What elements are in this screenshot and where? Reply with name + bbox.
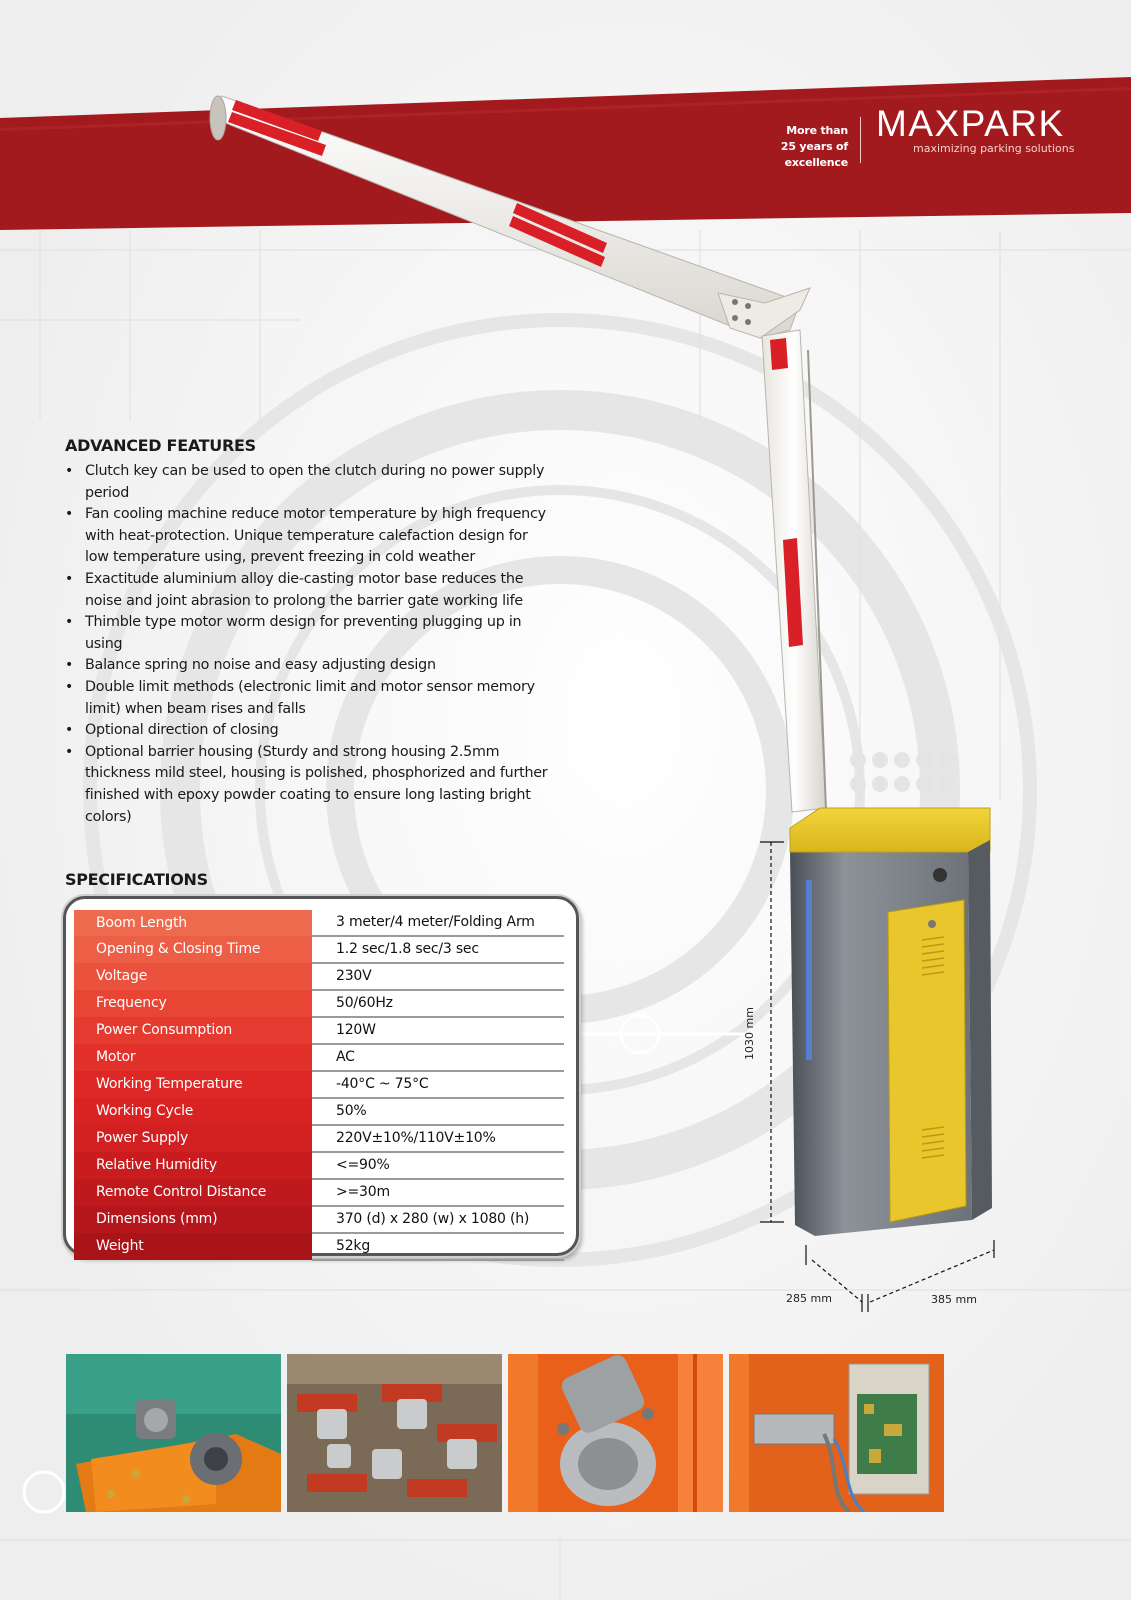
width-dimension-label: 385 mm (931, 1293, 977, 1306)
spec-value: 50/60Hz (312, 990, 564, 1017)
spec-label: Motor (74, 1044, 312, 1071)
brand-name: MAXPARK (876, 103, 1065, 144)
depth-dimension-label: 285 mm (786, 1292, 832, 1305)
spec-label: Boom Length (74, 910, 312, 936)
spec-label: Dimensions (mm) (74, 1206, 312, 1233)
brand-sub: maximizing parking solutions (913, 142, 1075, 155)
spec-value: 120W (312, 1017, 564, 1044)
spec-value: 52kg (312, 1233, 564, 1260)
spec-value: 230V (312, 963, 564, 990)
spec-value: 3 meter/4 meter/Folding Arm (312, 910, 564, 936)
spec-row (74, 910, 564, 936)
control-board-photo (729, 1354, 944, 1512)
feature-item: • Optional direction of closing (65, 720, 555, 742)
spec-label: Working Cycle (74, 1098, 312, 1125)
feature-item: • Balance spring no noise and easy adjusting design (65, 655, 555, 677)
spec-value: 220V±10%/110V±10% (312, 1125, 564, 1152)
feature-item: • Exactitude aluminium alloy die-casting motor base reduces the noise and joint abrasion to prolong the barrier gate working life (65, 569, 555, 612)
specs-table (74, 910, 564, 1261)
spec-row (74, 1017, 564, 1044)
spec-label: Voltage (74, 963, 312, 990)
spec-value: 370 (d) x 280 (w) x 1080 (h) (312, 1206, 564, 1233)
spec-label: Relative Humidity (74, 1152, 312, 1179)
spec-value: -40°C ~ 75°C (312, 1071, 564, 1098)
spec-label: Opening & Closing Time (74, 936, 312, 963)
spec-row (74, 1152, 564, 1179)
spec-label: Power Supply (74, 1125, 312, 1152)
feature-item: • Optional barrier housing (Sturdy and strong housing 2.5mm thickness mild steel, housing is polished, phosphorized and further finished with epoxy powder coating to ensure long lasting bright colors) (65, 742, 555, 828)
spec-row (74, 963, 564, 990)
spec-row (74, 1125, 564, 1152)
spec-value: <=90% (312, 1152, 564, 1179)
spec-row (74, 1206, 564, 1233)
tagline-line1: More than (786, 124, 848, 137)
feature-item: • Double limit methods (electronic limit and motor sensor memory limit) when beam rises and falls (65, 677, 555, 720)
spec-row (74, 1098, 564, 1125)
tagline-line2: 25 years of excellence (780, 140, 848, 169)
spec-row (74, 936, 564, 963)
spec-row (74, 1071, 564, 1098)
spec-label: Frequency (74, 990, 312, 1017)
spec-value: AC (312, 1044, 564, 1071)
spec-label: Weight (74, 1233, 312, 1260)
spec-row (74, 1179, 564, 1206)
specs-title: SPECIFICATIONS (65, 870, 208, 889)
gear-units-photo (287, 1354, 502, 1512)
spec-value: 1.2 sec/1.8 sec/3 sec (312, 936, 564, 963)
feature-item: • Thimble type motor worm design for preventing plugging up in using (65, 612, 555, 655)
spec-row (74, 1044, 564, 1071)
spec-row (74, 1233, 564, 1260)
features-list (65, 461, 555, 828)
motor-housing-photo (508, 1354, 723, 1512)
spec-value: 50% (312, 1098, 564, 1125)
photo-strip (66, 1354, 944, 1512)
spec-label: Working Temperature (74, 1071, 312, 1098)
boom-arm-vertical (762, 330, 826, 812)
motor-mechanism-photo (66, 1354, 281, 1512)
barrier-cabinet (790, 808, 992, 1236)
height-dimension-label: 1030 mm (743, 1007, 756, 1060)
feature-item: • Fan cooling machine reduce motor temperature by high frequency with heat-protection. Unique temperature calefaction design for low temperature using, prevent freezing in cold weather (65, 504, 555, 569)
features-title: ADVANCED FEATURES (65, 436, 256, 455)
spec-label: Remote Control Distance (74, 1179, 312, 1206)
feature-item: • Clutch key can be used to open the clutch during no power supply period (65, 461, 555, 504)
spec-row (74, 990, 564, 1017)
spec-label: Power Consumption (74, 1017, 312, 1044)
boom-arm-upper (210, 96, 810, 338)
spec-value: >=30m (312, 1179, 564, 1206)
